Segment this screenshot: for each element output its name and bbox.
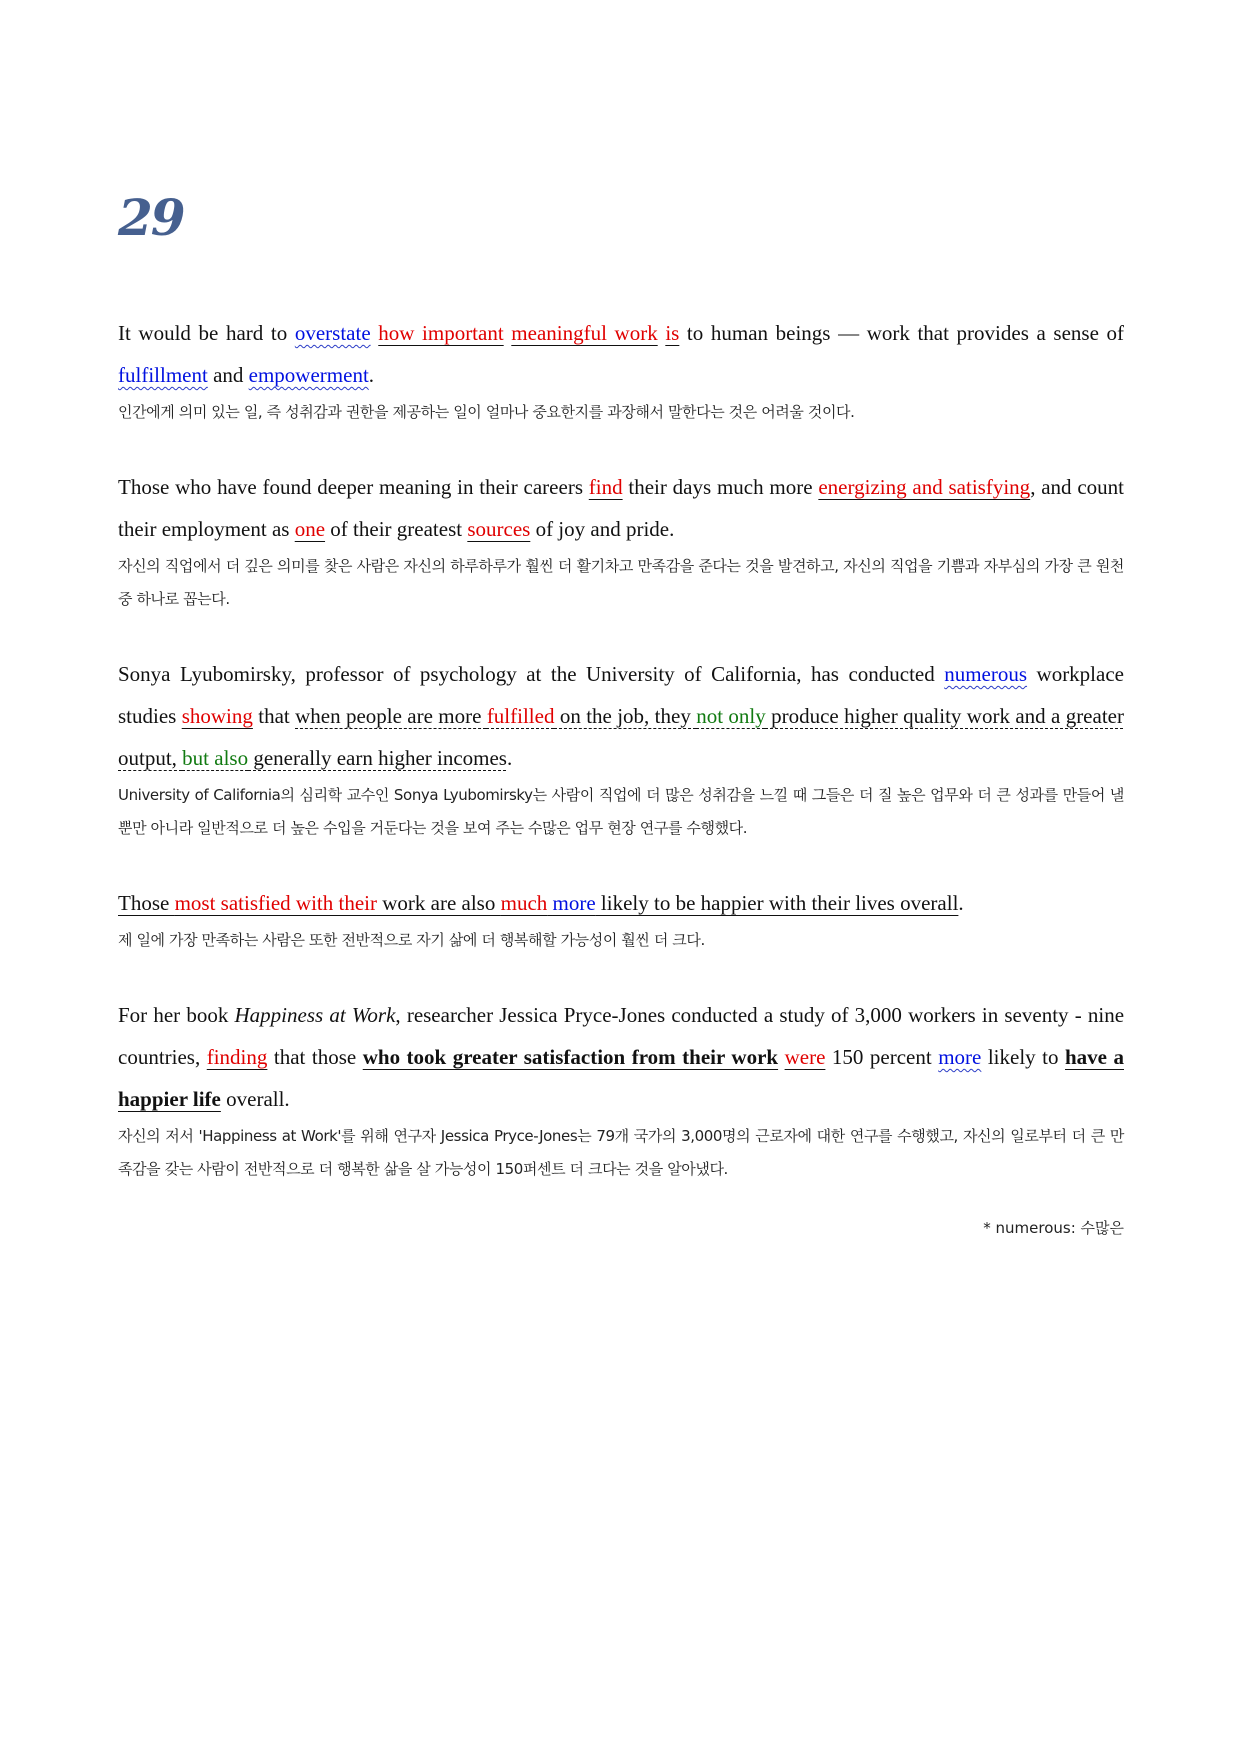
text-segment: and (207, 363, 249, 387)
text-segment: work are also (376, 891, 501, 915)
text-segment: that (252, 704, 296, 728)
english-sentence-2 (118, 466, 1124, 550)
paragraph-4 (118, 882, 1124, 957)
grammar-sources: sources (467, 517, 531, 541)
korean-translation-1: 인간에게 의미 있는 일, 즉 성취감과 권한을 제공하는 일이 얼마나 중요한지를 과장해서 말한다는 것은 어려울 것이다. (118, 403, 855, 421)
text-segment: For her book (118, 1003, 235, 1027)
text-segment: generally earn higher incomes (248, 746, 507, 770)
text-segment: produce higher quality work and a greater output, (118, 704, 1124, 770)
footnote: * numerous: 수많은 (983, 1219, 1124, 1237)
clause-who-took: who took greater satisfaction from their work (362, 1045, 779, 1069)
paragraph-1 (118, 312, 1124, 429)
english-sentence-4 (118, 882, 1124, 924)
text-segment: . (368, 363, 375, 387)
book-title: Happiness at Work (234, 1003, 396, 1027)
vocab-numerous: numerous (944, 662, 1028, 686)
text-segment: Sonya Lyubomirsky, professor of psychology at the University of California, has conducted (118, 662, 945, 686)
page-number: 29 (118, 188, 184, 247)
vocab-overstate: overstate (294, 321, 371, 345)
document-body (118, 312, 1124, 1238)
grammar-find: find (588, 475, 623, 499)
korean-translation-3: University of California의 심리학 교수인 Sonya Lyubomirsky는 사람이 직업에 더 많은 성취감을 느낄 때 그들은 더 질 높은 업무와 더 큰 성과를 만들어 낼 뿐만 아니라 일반적으로 더 높은 수입을 거둔다는 것을 보여 주는 수많은 업무 현장 연구를 수행했다. (118, 786, 1124, 837)
grammar-one: one (294, 517, 326, 541)
english-sentence-3 (118, 653, 1124, 779)
grammar-finding: finding (206, 1045, 268, 1069)
text-segment: , researcher Jessica Pryce-Jones conducted a study of 3,000 workers in seventy - nine countries, (118, 1003, 1125, 1069)
grammar-how-important: how important (378, 321, 504, 345)
grammar-were: were (784, 1045, 826, 1069)
text-segment: on the job, they (554, 704, 697, 728)
text-segment: when people are more (295, 704, 487, 728)
grammar-fulfilled: fulfilled (486, 704, 555, 728)
english-sentence-1 (118, 312, 1124, 396)
vocab-fulfillment: fulfillment (118, 363, 208, 387)
grammar-but-also: but also (182, 746, 249, 770)
text-segment: It would be hard to (118, 321, 295, 345)
paragraph-5 (118, 994, 1124, 1186)
grammar-is: is (665, 321, 680, 345)
text-segment: likely to be happier with their lives overall (595, 891, 959, 915)
korean-translation-2: 자신의 직업에서 더 깊은 의미를 찾은 사람은 자신의 하루하루가 훨씬 더 활기차고 만족감을 준다는 것을 발견하고, 자신의 직업을 기쁨과 자부심의 가장 큰 원천 중 하나로 꼽는다. (118, 557, 1124, 608)
korean-translation-4: 제 일에 가장 만족하는 사람은 또한 전반적으로 자기 삶에 더 행복해할 가능성이 훨씬 더 크다. (118, 931, 705, 949)
text-segment: overall. (220, 1087, 290, 1111)
text-segment: that those (267, 1045, 363, 1069)
text-segment: of their greatest (325, 517, 468, 541)
grammar-more: more (552, 891, 596, 915)
text-segment: Those who have found deeper meaning in their careers (118, 475, 589, 499)
text-segment: to human beings — work that provides a sense of (679, 321, 1125, 345)
vocab-empowerment: empowerment (248, 363, 369, 387)
grammar-more-2: more (938, 1045, 982, 1069)
text-segment: Those (118, 891, 175, 915)
text-segment: . (958, 891, 964, 915)
text-segment: 150 percent (825, 1045, 939, 1069)
grammar-most-satisfied: most satisfied with their (174, 891, 377, 915)
text-segment: of joy and pride. (530, 517, 675, 541)
grammar-energizing-and-satisfying: energizing and satisfying (818, 475, 1031, 499)
text-segment: , and count their employment as (118, 475, 1124, 541)
grammar-showing: showing (181, 704, 253, 728)
text-segment: their days much more (622, 475, 819, 499)
grammar-much: much (500, 891, 548, 915)
english-sentence-5 (118, 994, 1124, 1120)
korean-translation-5: 자신의 저서 'Happiness at Work'를 위해 연구자 Jessica Pryce-Jones는 79개 국가의 3,000명의 근로자에 대한 연구를 수행했고, 자신의 일로부터 더 큰 만족감을 갖는 사람이 전반적으로 더 행복한 삶을 살 가능성이 150퍼센트 더 크다는 것을 알아냈다. (118, 1127, 1124, 1178)
topic-sentence (118, 891, 958, 915)
grammar-not-only: not only (696, 704, 766, 728)
text-segment: . (506, 746, 513, 770)
phrase-happier-life: have a happier life (118, 1045, 1124, 1111)
grammar-meaningful-work: meaningful work (511, 321, 658, 345)
paragraph-2 (118, 466, 1124, 616)
text-segment: likely to (981, 1045, 1065, 1069)
paragraph-3 (118, 653, 1124, 845)
text-segment: workplace studies (118, 662, 1124, 728)
